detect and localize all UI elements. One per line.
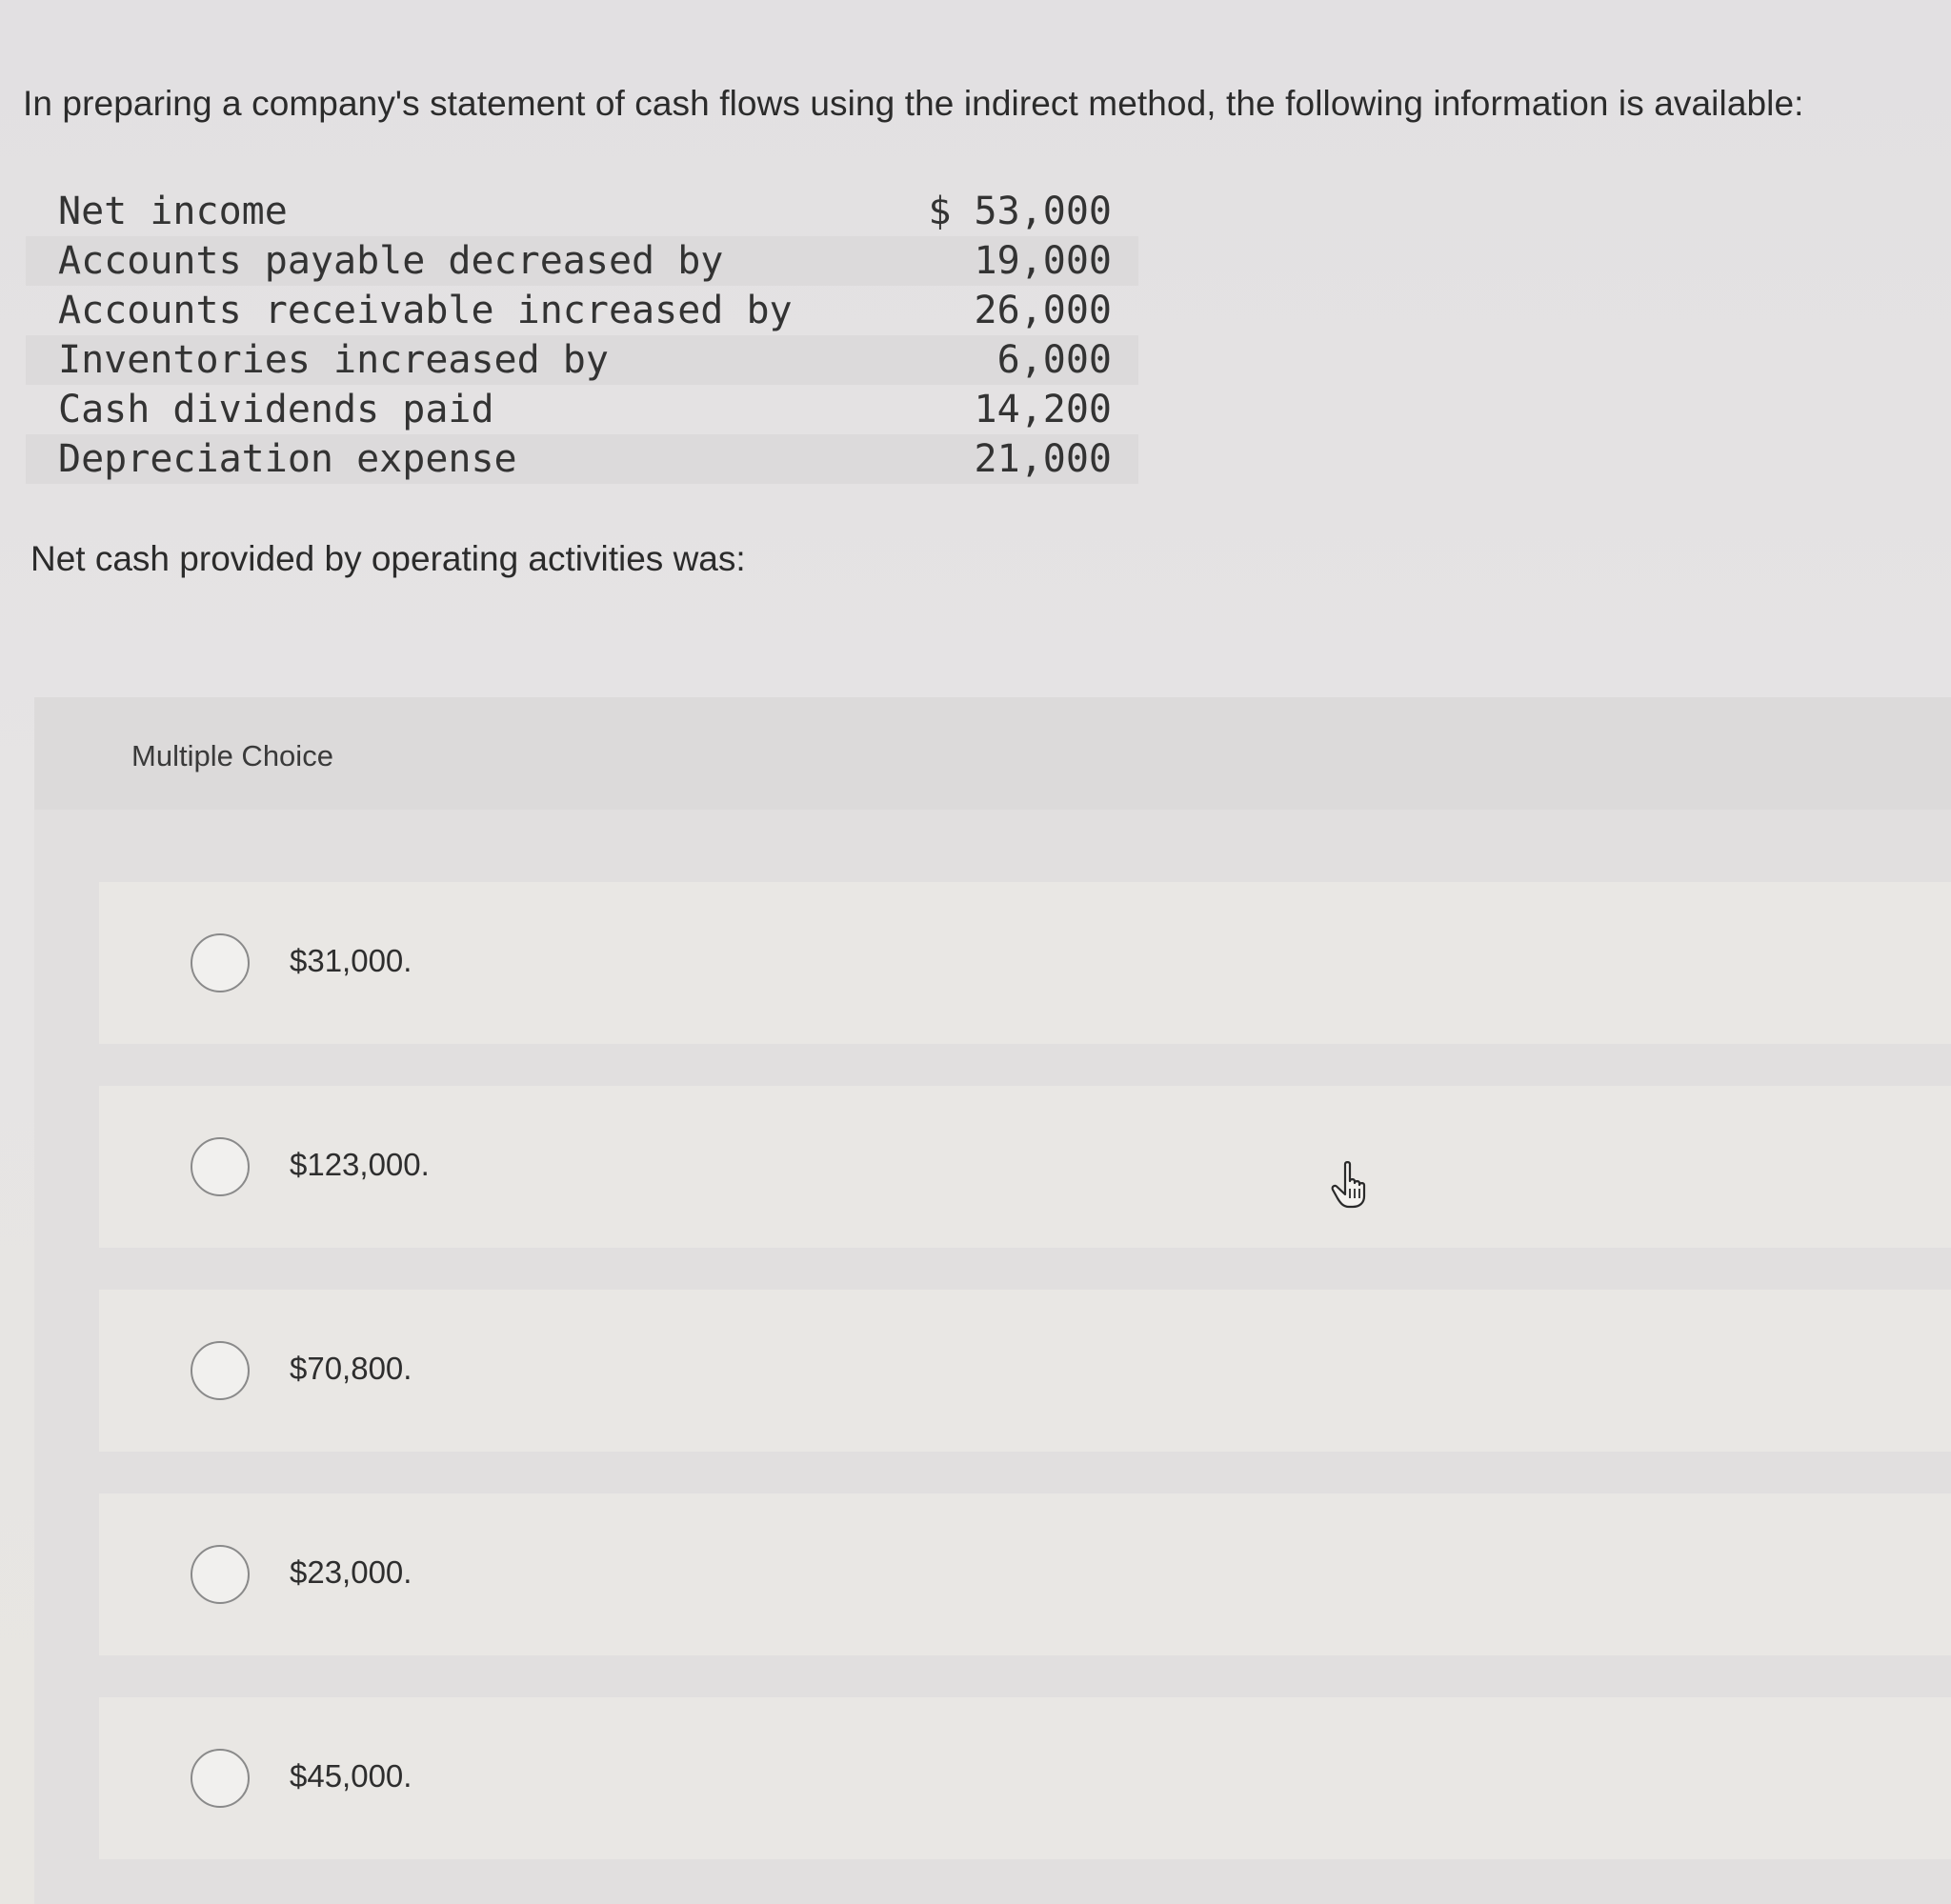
choice-label[interactable]: $70,800. xyxy=(290,1351,412,1386)
table-row xyxy=(26,434,1138,484)
hand-pointer-icon xyxy=(1330,1160,1376,1210)
table-row xyxy=(26,286,1138,335)
row-amount: 14,200 xyxy=(974,388,1112,431)
prompt-text: Net cash provided by operating activities was: xyxy=(30,539,746,578)
table-row xyxy=(26,236,1138,286)
table-row xyxy=(26,385,1138,434)
choice-option[interactable] xyxy=(99,1086,1951,1248)
row-label: Inventories increased by xyxy=(58,338,609,382)
row-label: Cash dividends paid xyxy=(58,388,494,431)
row-amount: 6,000 xyxy=(996,338,1112,382)
row-amount: 26,000 xyxy=(974,289,1112,332)
choice-label[interactable]: $23,000. xyxy=(290,1554,412,1590)
options-list xyxy=(99,882,1951,1901)
multiple-choice-header xyxy=(34,697,1951,810)
choice-label[interactable]: $45,000. xyxy=(290,1758,412,1794)
multiple-choice-title: Multiple Choice xyxy=(131,739,333,772)
multiple-choice-panel xyxy=(34,697,1951,1904)
choice-option[interactable] xyxy=(99,1697,1951,1859)
row-label: Net income xyxy=(58,190,288,233)
radio-button[interactable] xyxy=(191,933,250,992)
choice-option[interactable] xyxy=(99,882,1951,1044)
data-table xyxy=(26,187,1138,484)
row-label: Accounts payable decreased by xyxy=(58,239,724,283)
choice-label[interactable]: $123,000. xyxy=(290,1147,430,1182)
choice-option[interactable] xyxy=(99,1290,1951,1452)
row-label: Accounts receivable increased by xyxy=(58,289,793,332)
row-amount: 19,000 xyxy=(974,239,1112,283)
radio-button[interactable] xyxy=(191,1137,250,1196)
table-row xyxy=(26,335,1138,385)
row-amount: 21,000 xyxy=(974,437,1112,481)
radio-button[interactable] xyxy=(191,1341,250,1400)
row-amount: $ 53,000 xyxy=(928,190,1112,233)
radio-button[interactable] xyxy=(191,1545,250,1604)
choice-option[interactable] xyxy=(99,1493,1951,1655)
table-row xyxy=(26,187,1138,236)
row-label: Depreciation expense xyxy=(58,437,517,481)
radio-button[interactable] xyxy=(191,1749,250,1808)
question-text: In preparing a company's statement of cash flows using the indirect method, the following information is available: xyxy=(23,84,1804,123)
choice-label[interactable]: $31,000. xyxy=(290,943,412,978)
